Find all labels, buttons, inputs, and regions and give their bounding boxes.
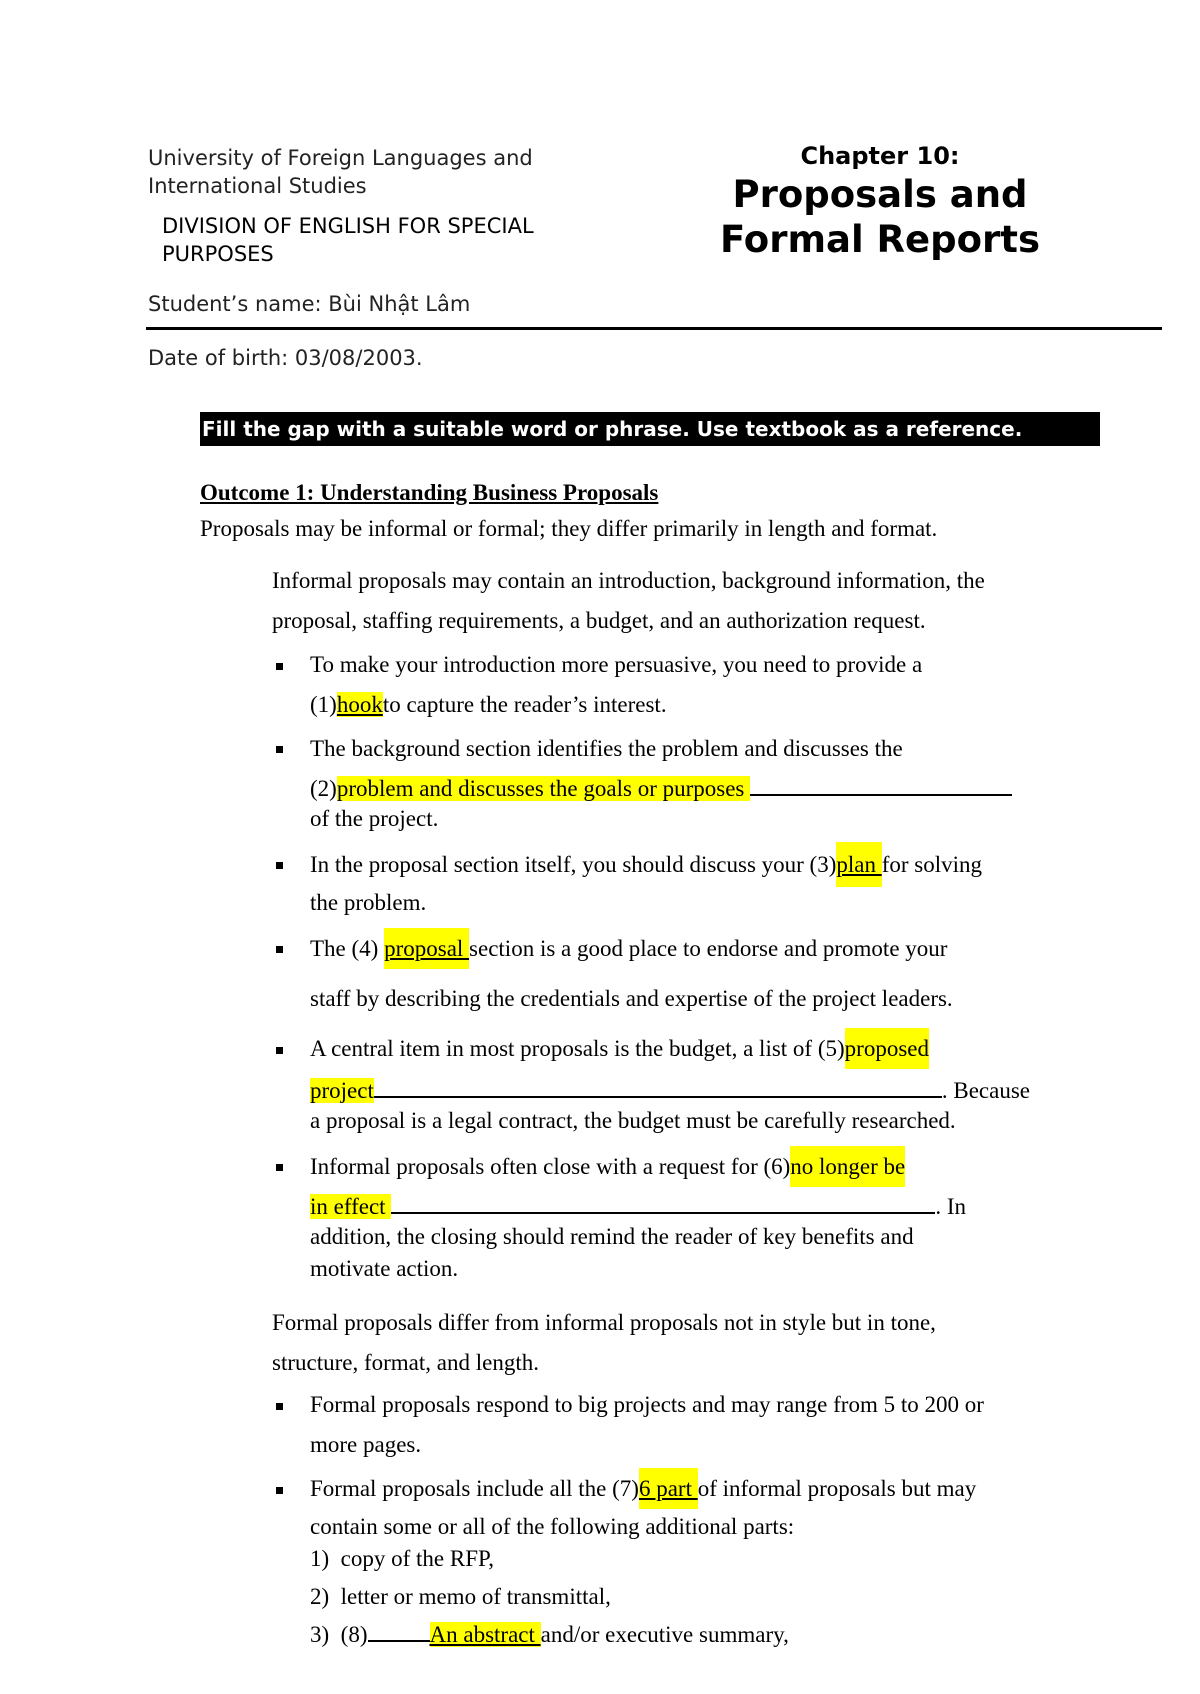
- gap-number: (2): [310, 776, 337, 801]
- item4-before: The (4): [310, 936, 385, 961]
- item3-before: In the proposal section itself, you should discuss your (3): [310, 852, 837, 877]
- item4-line-1: [310, 934, 947, 964]
- list-text: copy of the RFP,: [340, 1546, 495, 1571]
- item6-before: Informal proposals often close with a request for (6): [310, 1154, 791, 1179]
- outcome-intro: Proposals may be informal or formal; they differ primarily in length and format.: [200, 516, 938, 541]
- answer-blank: [750, 772, 1012, 796]
- item6-line-2: [310, 1190, 966, 1222]
- item6-line-1: [310, 1152, 905, 1182]
- answer-4: proposal: [384, 928, 469, 969]
- answer-6a: no longer be: [790, 1146, 905, 1187]
- small-square-bullet-icon: [276, 1047, 283, 1054]
- formal-item2-after: of informal proposals but may: [697, 1476, 977, 1501]
- item5-line-2: [310, 1074, 1030, 1106]
- gap-number: (8): [340, 1622, 368, 1647]
- small-square-bullet-icon: [276, 946, 283, 953]
- informal-line-2: proposal, staffing requirements, a budget, and an authorization request.: [272, 608, 926, 633]
- informal-line-1: Informal proposals may contain an introduction, background information, the: [272, 568, 985, 593]
- answer-1: hook: [336, 692, 383, 717]
- list-item: [310, 1544, 494, 1574]
- item5-after: . Because: [941, 1078, 1030, 1103]
- formal-item2-before: Formal proposals include all the (7): [310, 1476, 639, 1501]
- list-text: and/or executive summary,: [540, 1622, 789, 1647]
- small-square-bullet-icon: [276, 862, 283, 869]
- item6-after: . In: [935, 1194, 966, 1219]
- chapter-title: Proposals and Formal Reports: [720, 173, 1040, 261]
- item3-after: for solving: [881, 852, 983, 877]
- list-number: 2): [310, 1584, 330, 1609]
- date-of-birth: Date of birth: 03/08/2003.: [148, 346, 423, 370]
- answer-7: 6 part: [639, 1468, 698, 1509]
- list-number: 3): [310, 1622, 330, 1647]
- list-number: 1): [310, 1546, 330, 1571]
- small-square-bullet-icon: [276, 1403, 283, 1410]
- outcome-title: Outcome 1: Understanding Business Proposals: [200, 480, 659, 505]
- header-divider: [146, 327, 1162, 330]
- item5-before: A central item in most proposals is the budget, a list of (5): [310, 1036, 845, 1061]
- item5-line-1: [310, 1034, 929, 1064]
- item2-line-2: [310, 772, 1012, 804]
- item1-line-2: [310, 690, 667, 720]
- small-square-bullet-icon: [276, 1487, 283, 1494]
- item5-line-3: a proposal is a legal contract, the budget must be carefully researched.: [310, 1108, 956, 1133]
- item6-line-4: motivate action.: [310, 1256, 459, 1281]
- small-square-bullet-icon: [276, 663, 283, 670]
- division-name: DIVISION OF ENGLISH FOR SPECIAL PURPOSES: [162, 214, 534, 266]
- chapter-heading: [660, 140, 1100, 262]
- answer-5a: proposed: [845, 1028, 929, 1069]
- list-text: letter or memo of transmittal,: [340, 1584, 611, 1609]
- item3-line-1: [310, 850, 982, 880]
- formal-line-1: Formal proposals differ from informal proposals not in style but in tone,: [272, 1310, 936, 1335]
- list-item: [310, 1582, 611, 1612]
- student-name: Student’s name: Bùi Nhật Lâm: [148, 292, 471, 316]
- chapter-number: Chapter 10:: [800, 142, 960, 170]
- formal-item1-line-2: more pages.: [310, 1432, 422, 1457]
- answer-blank: [368, 1620, 430, 1642]
- answer-3: plan: [836, 842, 881, 887]
- small-square-bullet-icon: [276, 746, 283, 753]
- formal-item2-line-1: [310, 1474, 976, 1504]
- item3-line-2: the problem.: [310, 890, 427, 915]
- instruction-banner: Fill the gap with a suitable word or phrase. Use textbook as a reference.: [200, 412, 1100, 446]
- answer-8: An abstract: [429, 1622, 541, 1647]
- item1-after: to capture the reader’s interest.: [382, 692, 667, 717]
- item2-line-3: of the project.: [310, 806, 439, 831]
- university-name: University of Foreign Languages and International Studies: [148, 146, 533, 198]
- item2-line-1: The background section identifies the problem and discusses the: [310, 736, 903, 761]
- answer-blank: [391, 1190, 935, 1214]
- gap-number: (1): [310, 692, 337, 717]
- small-square-bullet-icon: [276, 1164, 283, 1171]
- list-item: [310, 1620, 789, 1650]
- item4-after: section is a good place to endorse and promote your: [469, 936, 948, 961]
- item6-line-3: addition, the closing should remind the reader of key benefits and: [310, 1224, 914, 1249]
- answer-6b: in effect: [310, 1194, 392, 1219]
- answer-2: problem and discusses the goals or purposes: [336, 776, 751, 801]
- answer-5b: project: [310, 1078, 374, 1103]
- formal-line-2: structure, format, and length.: [272, 1350, 539, 1375]
- answer-blank: [374, 1074, 942, 1098]
- formal-item2-line-2: contain some or all of the following additional parts:: [310, 1514, 795, 1539]
- item1-line-1: To make your introduction more persuasive, you need to provide a: [310, 652, 923, 677]
- item4-line-2: staff by describing the credentials and expertise of the project leaders.: [310, 986, 953, 1011]
- formal-item1-line-1: Formal proposals respond to big projects and may range from 5 to 200 or: [310, 1392, 984, 1417]
